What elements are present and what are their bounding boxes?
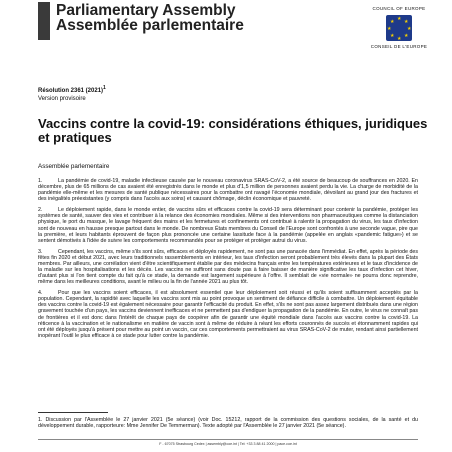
paragraph-number: 3. [38,248,43,255]
footnote-number: 1. [38,417,43,423]
paragraph-text: Pour que les vaccins soient efficaces, il est absolument essentiel que leur déploiement soit réussi et qu'ils soient suffisamment acceptés par la population. Cependant, la rapidité avec laquelle les vaccins sont mis au point provoque un sentiment de défiance difficile à combattre. Un déploiement équitable des vaccins contre la covid-19 est également nécessaire pour garantir l'efficacité du produit. En effet, s'ils ne sont pas assez largement distribués dans une région gravement touchée d'un pays, les vaccins deviennent inefficaces et ne permettent pas d'endiguer la propagation de la pandémie. En outre, le virus ne connaît pas de frontières et il est donc dans l'intérêt de chaque pays de coopérer afin de garantir une équité mondiale dans l'accès aux vaccins contre la covid-19. La réticence à la vaccination et le nationalisme en matière de vaccin sont à même de réduire à néant les efforts couronnés de succès et étonnamment rapides qui ont été déployés jusqu'à présent pour mettre au point un vaccin, car ces comportements permettraient au virus SRAS-CoV-2 de muter, rendant ainsi partiellement inopérant l'outil le plus efficace à ce stade pour lutter contre la pandémie. [38,290,418,339]
council-of-europe-logo [368,6,430,50]
paragraph [38,207,418,243]
footnote-divider [38,412,108,413]
footnote-marker: 1 [103,85,106,91]
document-title: Vaccins contre la covid-19: considérations éthiques, juridiques et pratiques [38,116,428,145]
paragraph-number: 1. [38,178,43,184]
paragraph [38,249,418,285]
assembly-title-fr: Assemblée parlementaire [56,17,244,34]
eu-flag-icon: ★ ★ ★ ★ ★ ★ ★ ★ [387,16,412,42]
paragraph [38,290,418,338]
coe-name-fr: CONSEIL DE L'EUROPE [370,44,428,49]
resolution-number: Résolution 2361 $(2021)^1$ [38,85,106,94]
document-body [38,178,418,344]
paragraph-text: Le déploiement rapide, dans le monde entier, de vaccins sûrs et efficaces contre la covid-19 sera déterminant pour contenir la pandémie, protéger les systèmes de santé, sauver des vies et contribuer à la relance des économies mondiales. Même si des interventions non pharmaceutiques comme la distanciation physique, le port du masque, le lavage fréquent des mains et les fermetures et confinements ont contribué à ralentir la propagation du virus, les taux d'infection sont de nouveau en hausse presque partout dans le monde. De nombreux États membres du Conseil de l'Europe sont confrontés à une seconde vague, pire que la première, et leurs habitants éprouvent de façon plus prononcée une certaine lassitude face à la pandémie (appelée en anglais «pandemic fatigue») et se sentent démotivés à l'idée de suivre les comportements recommandés pour se protéger et protéger autrui du virus. [38,207,418,244]
paragraph-number: 2. [38,207,43,214]
footnote [38,417,418,429]
assembly-title [56,3,244,33]
section-label: Assemblée parlementaire [38,163,110,170]
paragraph-number: 4. [38,290,43,297]
coe-name-en: COUNCIL OF EUROPE [372,6,426,11]
paragraph-text: Cependant, les vaccins, même s'ils sont sûrs, efficaces et déployés rapidement, ne sont pas une panacée dans l'immédiat. En effet, après la période des fêtes fin 2020 et début 2021, avec leurs traditionnels rassemblements en intérieur, les taux d'infection seront probablement très élevés dans la plupart des États membres. Par ailleurs, une corrélation vient d'être scientifiquement établie par des médecins français entre les températures extérieures et le taux d'incidence de la maladie sur les hospitalisations et les décès. Les vaccins ne suffiront sans doute pas à faire baisser de manière significative les taux d'infection cet hiver, d'autant plus si l'on tient compte du fait qu'à ce stade, la demande est largement supérieure à l'offre. Il semblait de «vie normale» ne pourra donc reprendre, même dans les meilleures conditions, avant le milieu ou la fin de l'année 2021 au plus tôt. [38,248,418,286]
page-header [38,2,438,54]
paragraph-text: La pandémie de covid-19, maladie infectieuse causée par le nouveau coronavirus SRAS-CoV-2, a été source de beaucoup de souffrances en 2020. En décembre, plus de 65 millions de cas avaient été enregistrés dans le monde et plus d'1,5 million de personnes avaient perdu la vie. La charge de morbidité de la pandémie elle-même et les mesures de santé publique nécessaires pour la combattre ont ravagé l'économie mondiale, dévoilant au grand jour des fractures et des inégalités préexistantes (y compris dans l'accès aux soins) et causant chômage, déclin économique et pauvreté. [38,178,418,203]
paragraph [38,178,418,202]
pace-logo [38,2,50,40]
assembly-title-en: Parliamentary Assembly [56,2,236,19]
footnote-text: Discussion par l'Assemblée le 27 janvier 2021 (5e séance) (voir Doc. 15212, rapport de la commission des questions sociales, de la santé et du développement durable, rapporteure: Mme Jennifer De Temmerman). Texte adopté par l'Assemblée le 27 janvier 2021 (5e séance). [38,417,418,429]
page-footer: F - 67075 Strasbourg Cedex | assembly@coe.int | Tel: +33 3 88 41 2000 | pace.coe.int [38,439,418,446]
resolution-meta [38,84,106,103]
version-label: Version provisoire [38,96,86,102]
